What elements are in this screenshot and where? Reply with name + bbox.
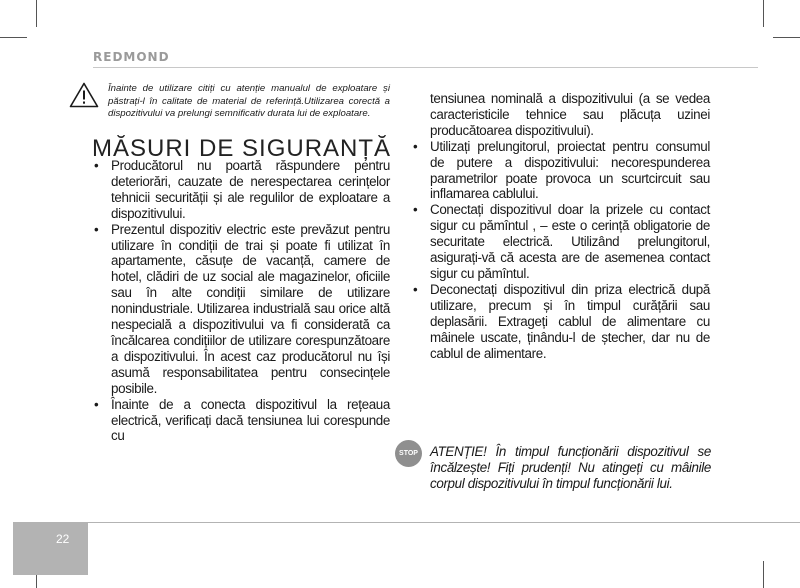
crop-mark (773, 37, 800, 38)
section-title: MĂSURI DE SIGURANȚĂ (92, 135, 392, 162)
list-item (92, 397, 390, 445)
list-item (92, 222, 390, 397)
list-item-text: Prezentul dispozitiv electric este prevăzut pentru utilizare în condiții de trai și poate fi utilizat în apartamente, căsuțe de vacanță, camere de hotel, clădiri de uz social ale magazinelor, oficiile sau în alte condiții similare de utilizare nonindustriale. Utilizarea industrială sau orice altă nespecială a dispozitivului va fi considerată ca încălcarea condițiilor de utilizare corespunzătoare a dispozitivului. În acest caz producătorul nu își asumă responsabilitatea pentru consecințele posibile. (111, 221, 390, 396)
bullet-icon: • (413, 138, 418, 154)
list-item (411, 139, 710, 203)
stop-icon: STOP (395, 440, 422, 467)
brand-logo: REDMOND (93, 50, 170, 64)
footer-divider (88, 522, 800, 523)
bullet-icon: • (94, 396, 99, 412)
crop-mark (763, 0, 764, 27)
bullet-icon: • (94, 158, 99, 173)
left-column (92, 158, 390, 444)
list-item-text: Deconectați dispozitivul din priza electrică după utilizare, precum și în timpul curățării sau deplasării. Extrageți cablul de alimentare cu mâinele uscate, ținându-l de ștecher, dar nu de cablul de alimentare. (430, 281, 710, 361)
list-item (411, 282, 710, 362)
list-item-continuation: tensiunea nominală a dispozitivului (a se vedea caracteristicile tehnice sau plăcuța uzinei producătoarea dispozitivului). (430, 91, 710, 138)
page-number-box (13, 522, 88, 575)
crop-mark (763, 561, 764, 588)
bullet-icon: • (413, 202, 418, 218)
list-item-text: Înainte de a conecta dispozitivul la rețeaua electrică, verificați dacă tensiunea lui corespunde cu (111, 396, 390, 444)
crop-mark (0, 37, 27, 38)
list-item (92, 158, 390, 222)
list-item-text: Utilizați prelungitorul, proiectat pentru consumul de putere a dispozitivului: necorespunderea parametrilor poate provoca un scurtcircuit sau inflamarea cablului. (430, 138, 710, 202)
warning-icon (69, 82, 99, 108)
right-column (411, 91, 710, 361)
header-divider (93, 67, 758, 68)
list-item-text: Conectați dispozitivul doar la prizele cu contact sigur cu pămîntul , – este o cerință obligatorie de securitate electrică. Utilizând prelungitorul, asigurați-vă că acesta are de asemenea contact sigur cu pămîntul. (430, 202, 710, 281)
stop-warning: ATENȚIE! În timpul funcționării dispozitivul se încălzește! Fiți prudenți! Nu atingeți cu mâinile corpul dispozitivului în timpul funcționării lui. (430, 444, 711, 491)
list-item-text: Producătorul nu poartă răspundere pentru deteriorări, cauzate de nerespectarea cerințelor tehnicii securității și ale regulilor de exploatare a dispozitivului. (111, 158, 390, 221)
bullet-icon: • (94, 221, 99, 237)
bullet-icon: • (413, 281, 418, 297)
list-item (411, 202, 710, 282)
crop-mark (36, 0, 37, 27)
page-number: 22 (56, 532, 70, 546)
warning-note: Înainte de utilizare citiți cu atenție manualul de exploatare și păstrați-l în calitate de material de referință.Utilizarea corectă a dispozitivului va prelungi semnificativ durata lui de exploatare. (108, 83, 390, 120)
